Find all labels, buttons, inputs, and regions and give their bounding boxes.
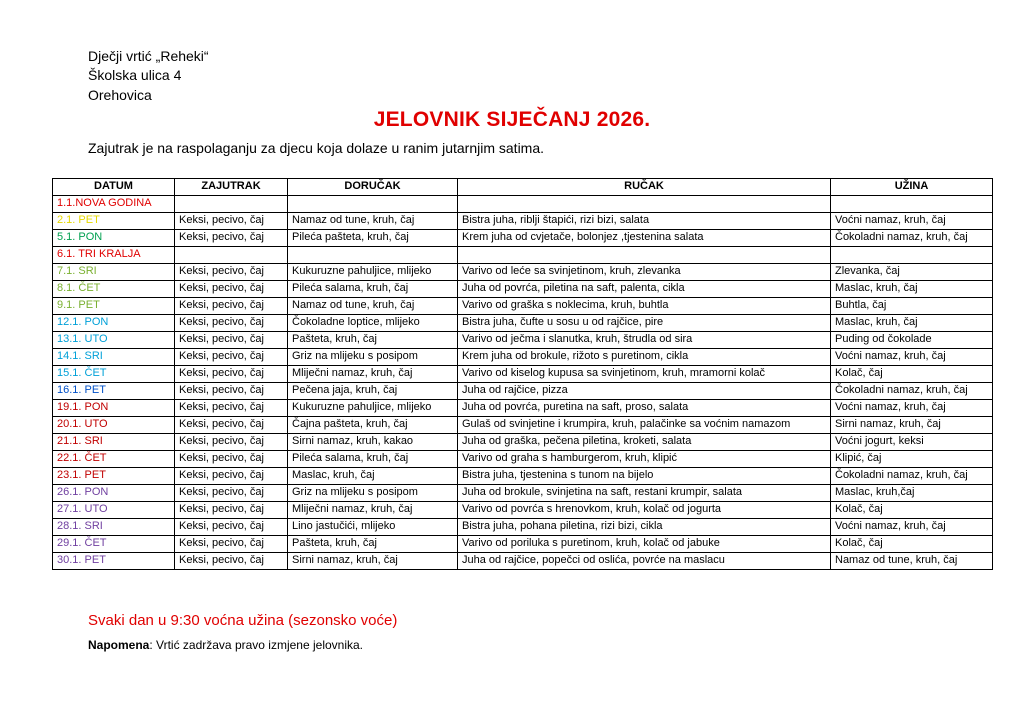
col-header-uzina: UŽINA [831,179,993,196]
cell-rucak: Varivo od kiselog kupusa sa svinjetinom, kruh, mramorni kolač [458,366,831,383]
cell-date: 5.1. PON [53,230,175,247]
cell-uzina: Klipić, čaj [831,451,993,468]
cell-rucak: Bistra juha, pohana piletina, rizi bizi, cikla [458,519,831,536]
cell-zajutrak: Keksi, pecivo, čaj [175,502,288,519]
cell-zajutrak: Keksi, pecivo, čaj [175,281,288,298]
cell-uzina: Voćni namaz, kruh, čaj [831,213,993,230]
cell-dorucak: Čokoladne loptice, mlijeko [288,315,458,332]
cell-date: 8.1. ČET [53,281,175,298]
cell-dorucak: Namaz od tune, kruh, čaj [288,213,458,230]
cell-dorucak: Griz na mlijeku s posipom [288,485,458,502]
cell-rucak: Bistra juha, tjestenina s tunom na bijelo [458,468,831,485]
table-row [53,349,993,366]
cell-date: 30.1. PET [53,553,175,570]
cell-date: 26.1. PON [53,485,175,502]
cell-zajutrak: Keksi, pecivo, čaj [175,230,288,247]
cell-dorucak [288,247,458,264]
cell-date: 1.1.NOVA GODINA [53,196,175,213]
cell-uzina: Čokoladni namaz, kruh, čaj [831,468,993,485]
cell-zajutrak: Keksi, pecivo, čaj [175,536,288,553]
disclaimer [88,638,363,652]
table-row [53,502,993,519]
cell-zajutrak: Keksi, pecivo, čaj [175,298,288,315]
table-row [53,332,993,349]
cell-uzina: Kolač, čaj [831,502,993,519]
cell-zajutrak: Keksi, pecivo, čaj [175,349,288,366]
cell-uzina: Kolač, čaj [831,366,993,383]
cell-zajutrak: Keksi, pecivo, čaj [175,264,288,281]
cell-uzina: Maslac, kruh, čaj [831,281,993,298]
table-row [53,315,993,332]
cell-zajutrak [175,196,288,213]
cell-date: 20.1. UTO [53,417,175,434]
address-city: Orehovica [88,87,152,103]
cell-dorucak: Lino jastučići, mlijeko [288,519,458,536]
cell-rucak: Varivo od poriluka s puretinom, kruh, kolač od jabuke [458,536,831,553]
table-row [53,417,993,434]
cell-uzina: Puding od čokolade [831,332,993,349]
cell-zajutrak: Keksi, pecivo, čaj [175,451,288,468]
cell-uzina: Čokoladni namaz, kruh, čaj [831,383,993,400]
cell-dorucak: Kukuruzne pahuljice, mlijeko [288,264,458,281]
table-row [53,230,993,247]
menu-table-body [53,196,993,570]
cell-date: 28.1. SRI [53,519,175,536]
cell-rucak: Varivo od graška s noklecima, kruh, buhtla [458,298,831,315]
table-row [53,468,993,485]
cell-uzina: Voćni namaz, kruh, čaj [831,519,993,536]
cell-rucak: Juha od rajčice, pizza [458,383,831,400]
cell-rucak: Juha od povrća, piletina na saft, palenta, cikla [458,281,831,298]
cell-rucak: Varivo od povrća s hrenovkom, kruh, kolač od jogurta [458,502,831,519]
cell-rucak: Bistra juha, čufte u sosu u od rajčice, pire [458,315,831,332]
cell-date: 9.1. PET [53,298,175,315]
cell-date: 19.1. PON [53,400,175,417]
cell-uzina: Zlevanka, čaj [831,264,993,281]
cell-dorucak: Mliječni namaz, kruh, čaj [288,502,458,519]
menu-table [52,178,993,570]
intro-text: Zajutrak je na raspolaganju za djecu koja dolaze u ranim jutarnjim satima. [88,140,545,156]
kindergarten-name: Dječji vrtić „Reheki“ [88,48,209,64]
cell-uzina: Voćni namaz, kruh, čaj [831,400,993,417]
cell-zajutrak: Keksi, pecivo, čaj [175,213,288,230]
cell-dorucak: Pašteta, kruh, čaj [288,332,458,349]
cell-rucak: Krem juha od brokule, rižoto s puretinom, cikla [458,349,831,366]
cell-rucak: Gulaš od svinjetine i krumpira, kruh, palačinke sa voćnim namazom [458,417,831,434]
cell-dorucak: Griz na mlijeku s posipom [288,349,458,366]
cell-rucak [458,247,831,264]
cell-uzina: Sirni namaz, kruh, čaj [831,417,993,434]
cell-uzina: Voćni namaz, kruh, čaj [831,349,993,366]
disclaimer-text: : Vrtić zadržava pravo izmjene jelovnika. [149,638,364,652]
cell-dorucak: Kukuruzne pahuljice, mlijeko [288,400,458,417]
cell-dorucak: Namaz od tune, kruh, čaj [288,298,458,315]
cell-dorucak: Sirni namaz, kruh, kakao [288,434,458,451]
cell-date: 16.1. PET [53,383,175,400]
cell-date: 29.1. ČET [53,536,175,553]
cell-uzina [831,247,993,264]
cell-date: 7.1. SRI [53,264,175,281]
cell-uzina: Namaz od tune, kruh, čaj [831,553,993,570]
cell-uzina: Voćni jogurt, keksi [831,434,993,451]
cell-zajutrak: Keksi, pecivo, čaj [175,400,288,417]
cell-dorucak: Mliječni namaz, kruh, čaj [288,366,458,383]
cell-date: 13.1. UTO [53,332,175,349]
table-row [53,519,993,536]
table-row [53,451,993,468]
cell-date: 27.1. UTO [53,502,175,519]
table-row [53,264,993,281]
table-row [53,383,993,400]
cell-zajutrak: Keksi, pecivo, čaj [175,519,288,536]
fruit-snack-note: Svaki dan u 9:30 voćna užina (sezonsko voće) [88,612,398,629]
cell-dorucak: Čajna pašteta, kruh, čaj [288,417,458,434]
col-header-dorucak: DORUČAK [288,179,458,196]
cell-zajutrak: Keksi, pecivo, čaj [175,366,288,383]
cell-zajutrak: Keksi, pecivo, čaj [175,383,288,400]
cell-rucak: Varivo od graha s hamburgerom, kruh, klipić [458,451,831,468]
cell-date: 12.1. PON [53,315,175,332]
cell-date: 22.1. ČET [53,451,175,468]
cell-date: 14.1. SRI [53,349,175,366]
cell-uzina: Kolač, čaj [831,536,993,553]
cell-rucak: Juha od brokule, svinjetina na saft, restani krumpir, salata [458,485,831,502]
cell-rucak: Varivo od leće sa svinjetinom, kruh, zlevanka [458,264,831,281]
cell-zajutrak: Keksi, pecivo, čaj [175,434,288,451]
cell-zajutrak: Keksi, pecivo, čaj [175,417,288,434]
table-row [53,434,993,451]
cell-zajutrak: Keksi, pecivo, čaj [175,485,288,502]
cell-zajutrak [175,247,288,264]
cell-rucak: Juha od povrća, puretina na saft, proso, salata [458,400,831,417]
col-header-zajutrak: ZAJUTRAK [175,179,288,196]
cell-uzina [831,196,993,213]
cell-dorucak: Pileća pašteta, kruh, čaj [288,230,458,247]
cell-dorucak: Maslac, kruh, čaj [288,468,458,485]
cell-date: 23.1. PET [53,468,175,485]
cell-zajutrak: Keksi, pecivo, čaj [175,332,288,349]
cell-rucak: Juha od graška, pečena piletina, kroketi, salata [458,434,831,451]
cell-dorucak: Pileća salama, kruh, čaj [288,281,458,298]
table-row [53,213,993,230]
table-row [53,281,993,298]
cell-zajutrak: Keksi, pecivo, čaj [175,315,288,332]
cell-dorucak: Sirni namaz, kruh, čaj [288,553,458,570]
cell-uzina: Maslac, kruh, čaj [831,315,993,332]
cell-dorucak: Pečena jaja, kruh, čaj [288,383,458,400]
cell-date: 2.1. PET [53,213,175,230]
cell-rucak: Krem juha od cvjetače, bolonjez ,tjestenina salata [458,230,831,247]
table-row [53,298,993,315]
cell-rucak [458,196,831,213]
cell-rucak: Juha od rajčice, popečci od oslića, povrće na maslacu [458,553,831,570]
table-row [53,536,993,553]
page-title: JELOVNIK SIJEČANJ 2026. [373,108,651,131]
cell-rucak: Varivo od ječma i slanutka, kruh, štrudla od sira [458,332,831,349]
cell-rucak: Bistra juha, riblji štapići, rizi bizi, salata [458,213,831,230]
cell-dorucak: Pileća salama, kruh, čaj [288,451,458,468]
disclaimer-label: Napomena [88,638,150,652]
cell-uzina: Maslac, kruh,čaj [831,485,993,502]
cell-dorucak [288,196,458,213]
col-header-rucak: RUČAK [458,179,831,196]
cell-date: 21.1. SRI [53,434,175,451]
table-header-row [53,179,993,196]
table-row [53,400,993,417]
address-street: Školska ulica 4 [88,67,182,83]
col-header-datum: DATUM [53,179,175,196]
cell-zajutrak: Keksi, pecivo, čaj [175,553,288,570]
table-row [53,247,993,264]
cell-dorucak: Pašteta, kruh, čaj [288,536,458,553]
table-row [53,196,993,213]
cell-date: 15.1. ČET [53,366,175,383]
table-row [53,366,993,383]
cell-date: 6.1. TRI KRALJA [53,247,175,264]
cell-zajutrak: Keksi, pecivo, čaj [175,468,288,485]
table-row [53,553,993,570]
table-row [53,485,993,502]
cell-uzina: Buhtla, čaj [831,298,993,315]
cell-uzina: Čokoladni namaz, kruh, čaj [831,230,993,247]
